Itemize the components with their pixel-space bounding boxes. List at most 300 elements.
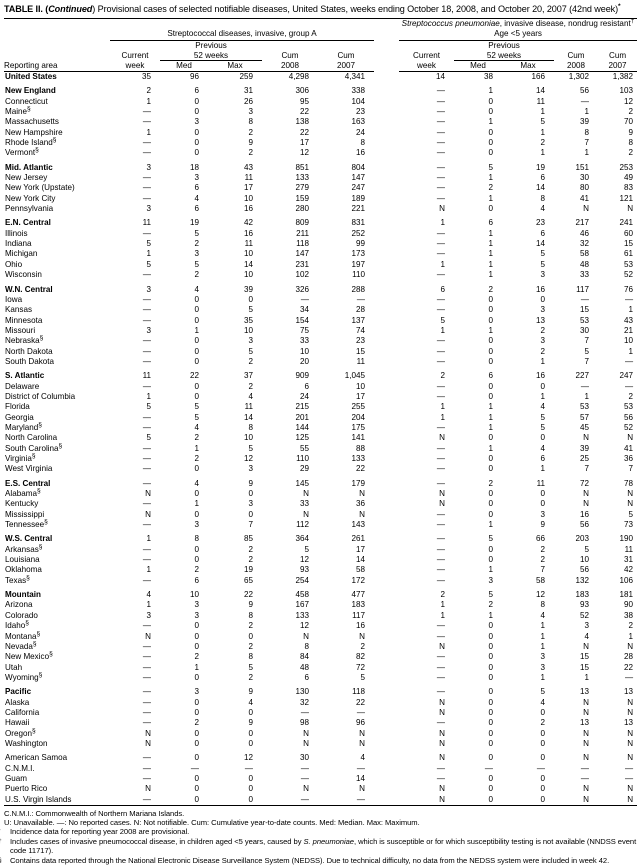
table-row-region [4, 534, 637, 544]
cell-pneumo-max: 0 [540, 294, 545, 304]
cell-pneumo-cum-2008: N [583, 204, 589, 214]
footnote-section-text: Contains data reported through the National Electronic Disease Surveillance System (NEDSS). Due to technical difficulty, no data from the NEDSS system were included in week 42. [10, 855, 610, 865]
cell-pneumo-current-week: — [436, 763, 445, 773]
cell-pneumo-current-week: — [436, 148, 445, 158]
row-area-label: Massachusetts [5, 117, 59, 127]
cell-strep-a-med: 0 [194, 773, 199, 783]
table-row [4, 316, 637, 326]
table-row [4, 128, 637, 138]
row-area-label: Wyoming§ [5, 671, 43, 682]
footnote-section [4, 856, 637, 865]
cell-strep-a-cum-2007: 118 [352, 687, 365, 697]
cell-pneumo-max: 6 [540, 228, 545, 238]
cell-strep-a-current-week: N [145, 728, 151, 738]
row-footnote-marker: § [44, 518, 48, 526]
cell-strep-a-max: 16 [243, 228, 253, 238]
table-row [4, 489, 637, 499]
cell-strep-a-med: 0 [194, 544, 199, 554]
cell-pneumo-med: 1 [488, 193, 493, 203]
cell-pneumo-current-week: — [436, 544, 445, 554]
cell-strep-a-max: 65 [243, 575, 253, 585]
cell-pneumo-cum-2007: 1 [628, 305, 634, 315]
cell-pneumo-max: 0 [540, 499, 545, 509]
cell-strep-a-cum-2007: N [359, 784, 365, 794]
cell-pneumo-current-week: — [436, 249, 445, 259]
table-row [4, 632, 637, 642]
cell-pneumo-med: 38 [483, 71, 493, 81]
table-row [4, 239, 637, 249]
cell-strep-a-cum-2008: 201 [295, 412, 309, 422]
gap-cell [374, 402, 399, 412]
table-row [4, 621, 637, 631]
cell-strep-a-cum-2008: 909 [295, 371, 309, 381]
cell-strep-a-current-week: 3 [146, 610, 151, 620]
cell-strep-a-cum-2007: — [356, 294, 365, 304]
table-row [4, 545, 637, 555]
cell-strep-a-current-week: 11 [142, 218, 151, 228]
cell-strep-a-cum-2007: 96 [355, 718, 365, 728]
row-area-label: Rhode Island§ [5, 136, 57, 148]
gap-cell [374, 413, 399, 423]
cell-strep-a-med: 0 [194, 381, 199, 391]
cell-strep-a-max: 8 [248, 652, 253, 662]
cell-strep-a-med: 2 [194, 652, 199, 662]
cell-strep-a-cum-2008: 279 [295, 183, 309, 193]
cell-strep-a-current-week: 1 [146, 391, 151, 401]
cell-strep-a-cum-2008: 55 [299, 443, 309, 453]
gap-cell [374, 590, 399, 600]
row-area-label: Louisiana [5, 555, 40, 565]
cell-strep-a-cum-2007: 4,341 [344, 71, 365, 81]
gap-cell [374, 218, 399, 228]
gap-cell [374, 128, 399, 138]
cell-strep-a-current-week: — [142, 773, 151, 783]
gap-cell [374, 545, 399, 555]
cell-strep-a-med: 2 [194, 270, 199, 280]
row-area-label: Virginia§ [5, 452, 36, 464]
cell-strep-a-cum-2008: 6 [304, 381, 309, 391]
table-row [4, 194, 637, 204]
table-row [4, 718, 637, 728]
cell-strep-a-max: 43 [243, 162, 253, 172]
gap-cell [374, 739, 399, 749]
cell-pneumo-med: 6 [488, 218, 493, 228]
cell-strep-a-cum-2008: 93 [299, 565, 309, 575]
cell-pneumo-cum-2007: — [624, 763, 634, 773]
cell-pneumo-max: 5 [540, 249, 545, 259]
cell-pneumo-cum-2008: 7 [584, 336, 589, 346]
gap-cell [374, 173, 399, 183]
row-footnote-marker: § [36, 487, 41, 495]
cell-pneumo-cum-2007: 73 [624, 520, 634, 530]
table-row [4, 382, 637, 392]
table-row [4, 774, 637, 784]
cell-strep-a-current-week: — [142, 575, 151, 585]
cell-strep-a-cum-2007: 117 [352, 610, 365, 620]
cell-pneumo-cum-2007: 13 [624, 687, 634, 697]
cell-strep-a-current-week: N [145, 784, 151, 794]
cell-strep-a-med: 0 [194, 707, 199, 717]
cell-strep-a-max: 3 [248, 499, 253, 509]
cell-strep-a-max: 10 [243, 270, 253, 280]
gap-cell [374, 204, 399, 214]
cell-pneumo-cum-2007: 49 [624, 173, 634, 183]
cell-pneumo-cum-2007: 10 [624, 336, 634, 346]
table-row [4, 464, 637, 474]
cell-pneumo-current-week: — [436, 718, 445, 728]
cell-strep-a-cum-2007: 204 [351, 412, 365, 422]
cell-strep-a-cum-2008: 110 [296, 454, 309, 464]
cell-strep-a-cum-2008: — [300, 794, 309, 804]
cell-pneumo-med: 5 [488, 162, 493, 172]
cell-pneumo-cum-2008: 72 [579, 478, 589, 488]
gap-cell [374, 347, 399, 357]
cell-strep-a-med: 3 [194, 249, 199, 259]
cell-pneumo-max: 13 [535, 315, 545, 325]
row-area-label: Illinois [5, 228, 28, 238]
cell-strep-a-current-week: — [142, 672, 151, 682]
cell-strep-a-max: 0 [248, 738, 253, 748]
cell-pneumo-current-week: — [436, 138, 445, 148]
header-row-subcols-2 [4, 61, 637, 72]
cell-strep-a-current-week: — [142, 117, 151, 127]
cell-pneumo-med: 2 [488, 183, 493, 193]
gap-cell [374, 163, 399, 173]
cell-pneumo-current-week: 1 [440, 402, 445, 412]
cell-pneumo-current-week: 6 [440, 284, 445, 294]
spacer-cell [4, 19, 110, 41]
cell-pneumo-current-week: 1 [440, 610, 445, 620]
spacer-cell [4, 41, 110, 51]
row-area-label: United States [5, 71, 57, 81]
cell-strep-a-max: 259 [239, 71, 253, 81]
cell-strep-a-max: 0 [248, 794, 253, 804]
cell-strep-a-cum-2008: 33 [299, 336, 309, 346]
cell-pneumo-cum-2007: 106 [619, 575, 634, 585]
cell-strep-a-max: 10 [243, 193, 253, 203]
cell-pneumo-current-week: — [436, 270, 445, 280]
cell-pneumo-cum-2008: — [580, 381, 589, 391]
cell-pneumo-current-week: N [439, 499, 445, 509]
cell-strep-a-cum-2007: 338 [351, 86, 365, 96]
table-row [4, 148, 637, 158]
spacer-cell [318, 41, 374, 51]
cell-pneumo-cum-2008: 16 [579, 509, 589, 519]
cell-pneumo-cum-2007: — [624, 773, 634, 783]
cell-strep-a-cum-2007: 252 [351, 228, 365, 238]
table-row [4, 698, 637, 708]
cell-strep-a-max: 10 [243, 433, 253, 443]
cell-pneumo-current-week: — [436, 239, 445, 249]
cell-strep-a-med: 2 [194, 454, 199, 464]
table-row [4, 652, 637, 662]
cell-strep-a-max: 9 [248, 718, 253, 728]
cell-pneumo-cum-2007: N [627, 697, 634, 707]
cell-strep-a-cum-2007: 74 [355, 325, 365, 335]
row-area-label: New York (Upstate) [5, 183, 75, 193]
table-row [4, 555, 637, 565]
cell-pneumo-med: 0 [488, 662, 493, 672]
cell-strep-a-cum-2007: 36 [355, 499, 365, 509]
header-row-previous [4, 41, 637, 51]
gap-cell [374, 117, 399, 127]
gap-cell [374, 382, 399, 392]
table-row-region [4, 71, 637, 82]
cell-strep-a-cum-2008: 144 [295, 422, 309, 432]
cell-pneumo-current-week: — [436, 346, 445, 356]
gap-cell [374, 565, 399, 575]
cell-pneumo-cum-2008: 151 [575, 162, 589, 172]
gap-cell [374, 295, 399, 305]
table-row-region [4, 687, 637, 697]
cell-pneumo-current-week: — [436, 631, 445, 641]
row-footnote-marker: § [25, 619, 29, 627]
cell-strep-a-current-week: — [142, 315, 151, 325]
cell-pneumo-med: 0 [488, 127, 493, 137]
cell-pneumo-cum-2008: 56 [579, 565, 589, 575]
cell-strep-a-cum-2008: N [303, 728, 309, 738]
cell-pneumo-current-week: 2 [440, 371, 445, 381]
cell-strep-a-cum-2007: 16 [355, 148, 365, 158]
cell-pneumo-cum-2008: N [583, 784, 589, 794]
table-row-region [4, 590, 637, 600]
gap-cell [374, 611, 399, 621]
cell-pneumo-current-week: — [436, 687, 445, 697]
cell-pneumo-cum-2007: 2 [628, 391, 634, 401]
cell-pneumo-current-week: 2 [440, 590, 445, 600]
cell-pneumo-cum-2007: 241 [619, 218, 634, 228]
cell-strep-a-current-week: — [142, 148, 151, 158]
cell-strep-a-med: 3 [194, 520, 199, 530]
cell-strep-a-med: 0 [194, 728, 199, 738]
cell-pneumo-max: 23 [535, 218, 545, 228]
header-year-left-2007: 2007 [318, 61, 374, 72]
row-area-label: Nevada§ [5, 640, 37, 651]
cell-pneumo-max: 14 [535, 239, 545, 249]
footnotes [4, 806, 637, 865]
cell-strep-a-med: 3 [194, 600, 199, 610]
row-footnote-marker: § [58, 441, 63, 449]
cell-strep-a-cum-2007: 189 [351, 193, 365, 203]
row-area-label: American Samoa [5, 753, 68, 763]
gap-cell [374, 464, 399, 474]
cell-strep-a-med: 0 [194, 784, 199, 794]
cell-strep-a-cum-2008: 125 [295, 433, 309, 443]
cell-strep-a-cum-2007: 183 [351, 600, 365, 610]
cell-strep-a-med: 6 [194, 575, 199, 585]
cell-pneumo-cum-2008: 80 [579, 183, 589, 193]
cell-strep-a-current-week: 3 [146, 284, 151, 294]
cell-strep-a-current-week: — [142, 621, 151, 631]
gap-cell [374, 784, 399, 794]
cell-pneumo-cum-2007: 60 [624, 228, 634, 238]
row-area-label: W.S. Central [5, 534, 53, 544]
cell-strep-a-med: 0 [194, 621, 199, 631]
gap-cell [374, 576, 399, 586]
cell-strep-a-med: 0 [194, 464, 199, 474]
header-week-left: week [110, 61, 160, 72]
cell-pneumo-current-week: — [436, 183, 445, 193]
cell-pneumo-current-week: — [436, 96, 445, 106]
cell-strep-a-cum-2008: 75 [299, 325, 309, 335]
cell-strep-a-current-week: — [142, 412, 151, 422]
cell-pneumo-cum-2007: N [627, 784, 634, 794]
header-row-group-titles [4, 19, 637, 41]
gap-cell [374, 729, 399, 739]
cell-pneumo-max: 2 [540, 346, 545, 356]
cell-pneumo-max: 0 [540, 489, 545, 499]
cell-pneumo-current-week: N [439, 707, 445, 717]
header-max-right: Max [502, 61, 554, 72]
cell-pneumo-med: 1 [488, 402, 493, 412]
cell-strep-a-cum-2007: 804 [351, 162, 365, 172]
row-area-label: Iowa [5, 294, 23, 304]
cell-strep-a-cum-2007: — [356, 794, 365, 804]
cell-strep-a-cum-2007: 99 [355, 239, 365, 249]
cell-pneumo-max: 1 [540, 631, 545, 641]
cell-pneumo-cum-2008: 93 [579, 600, 589, 610]
cell-strep-a-cum-2008: 254 [295, 575, 309, 585]
row-area-label: W.N. Central [5, 284, 53, 294]
cell-pneumo-med: 0 [488, 718, 493, 728]
title-prefix: TABLE II. ( [4, 4, 49, 14]
cell-pneumo-current-week: — [436, 443, 445, 453]
cell-pneumo-current-week: N [439, 753, 445, 763]
cell-pneumo-med: 1 [488, 259, 493, 269]
cell-strep-a-current-week: — [142, 641, 151, 651]
footnote-dagger [4, 837, 637, 856]
cell-strep-a-cum-2008: 22 [299, 127, 309, 137]
cell-strep-a-cum-2007: 22 [355, 464, 365, 474]
cell-pneumo-cum-2007: 90 [624, 600, 634, 610]
row-area-label: South Dakota [5, 356, 55, 366]
cell-pneumo-med: 0 [488, 544, 493, 554]
cell-strep-a-max: 35 [243, 315, 253, 325]
cell-pneumo-med: 3 [488, 575, 493, 585]
group-title-rest: , invasive disease, nondrug resistant [499, 19, 631, 29]
cell-strep-a-cum-2008: 145 [295, 478, 309, 488]
cell-strep-a-max: 9 [248, 687, 253, 697]
row-area-label: North Dakota [5, 346, 53, 356]
cell-strep-a-current-week: — [142, 346, 151, 356]
cell-strep-a-max: 14 [243, 412, 253, 422]
gap-cell [374, 285, 399, 295]
cell-strep-a-med: 3 [194, 173, 199, 183]
header-cum-right-2008: Cum [567, 51, 585, 61]
footnote-star [4, 827, 637, 836]
cell-pneumo-cum-2008: 25 [579, 454, 589, 464]
cell-strep-a-med: 19 [189, 218, 199, 228]
cell-strep-a-cum-2008: 24 [299, 391, 309, 401]
cell-pneumo-med: 0 [488, 204, 493, 214]
cell-pneumo-med: 1 [488, 520, 493, 530]
cell-strep-a-cum-2008: 159 [295, 193, 309, 203]
cell-strep-a-current-week: 5 [146, 259, 151, 269]
row-area-label: Idaho§ [5, 619, 29, 631]
cell-pneumo-cum-2007: 5 [628, 509, 634, 519]
cell-pneumo-cum-2007: N [627, 499, 634, 509]
cell-strep-a-cum-2008: 10 [299, 346, 309, 356]
gap-cell [374, 555, 399, 565]
cell-pneumo-cum-2008: 10 [579, 555, 589, 565]
table-row [4, 295, 637, 305]
cell-pneumo-max: 3 [540, 336, 545, 346]
gap-cell [374, 336, 399, 346]
cell-strep-a-max: 31 [243, 86, 253, 96]
cell-pneumo-cum-2008: 13 [579, 718, 589, 728]
cell-strep-a-cum-2007: 831 [351, 218, 365, 228]
cell-strep-a-cum-2007: — [356, 707, 365, 717]
cell-pneumo-current-week: 14 [435, 71, 445, 81]
header-cum-right-2007: Cum [608, 51, 627, 61]
row-footnote-marker: § [35, 146, 39, 154]
cell-strep-a-cum-2007: 23 [355, 107, 365, 117]
cell-strep-a-med: 1 [194, 325, 199, 335]
cell-strep-a-cum-2008: 98 [299, 718, 309, 728]
cell-pneumo-max: 12 [535, 590, 545, 600]
cell-strep-a-cum-2007: 179 [351, 478, 365, 488]
cell-strep-a-current-week: 5 [146, 402, 151, 412]
cell-strep-a-med: 0 [194, 138, 199, 148]
cell-strep-a-max: 5 [248, 305, 253, 315]
cell-pneumo-cum-2008: 30 [579, 325, 589, 335]
cell-strep-a-current-week: — [142, 454, 151, 464]
gap-cell [374, 148, 399, 158]
cell-pneumo-cum-2008: 32 [579, 239, 589, 249]
cell-strep-a-med: 4 [194, 284, 199, 294]
cell-strep-a-cum-2008: 6 [304, 672, 309, 682]
table-row [4, 249, 637, 259]
cell-strep-a-med: 5 [194, 412, 199, 422]
cell-pneumo-max: 2 [540, 325, 545, 335]
cell-strep-a-max: 42 [243, 218, 253, 228]
cell-pneumo-current-week: — [436, 773, 445, 783]
cell-pneumo-cum-2008: 203 [575, 534, 589, 544]
cell-pneumo-cum-2008: N [583, 697, 589, 707]
cell-strep-a-cum-2007: 247 [351, 183, 365, 193]
cell-pneumo-current-week: 1 [440, 259, 445, 269]
gap-cell [374, 260, 399, 270]
cell-strep-a-current-week: — [142, 107, 151, 117]
header-med-left: Med [160, 61, 208, 72]
cell-pneumo-cum-2008: N [583, 433, 589, 443]
cell-strep-a-current-week: — [142, 228, 151, 238]
gap-cell [374, 673, 399, 683]
cell-pneumo-cum-2007: 56 [624, 412, 634, 422]
cell-strep-a-current-week: — [142, 707, 151, 717]
cell-pneumo-current-week: — [436, 464, 445, 474]
table-row [4, 413, 637, 423]
row-area-label: District of Columbia [5, 391, 76, 401]
cell-strep-a-max: 10 [243, 249, 253, 259]
cell-pneumo-current-week: N [439, 204, 445, 214]
row-area-label: Indiana [5, 239, 32, 249]
cell-strep-a-current-week: 4 [146, 590, 151, 600]
table-row [4, 402, 637, 412]
cell-pneumo-current-week: — [436, 294, 445, 304]
table-row [4, 753, 637, 763]
cell-strep-a-cum-2007: 28 [355, 305, 365, 315]
cell-strep-a-med: 4 [194, 478, 199, 488]
cell-pneumo-cum-2008: 7 [584, 356, 589, 366]
gap-cell [374, 454, 399, 464]
table-row [4, 663, 637, 673]
cell-strep-a-cum-2007: 72 [355, 662, 365, 672]
title-continued: Continued [48, 4, 93, 14]
cell-pneumo-cum-2008: 1 [584, 107, 589, 117]
gap-cell [374, 371, 399, 381]
cell-strep-a-cum-2008: 12 [299, 555, 309, 565]
